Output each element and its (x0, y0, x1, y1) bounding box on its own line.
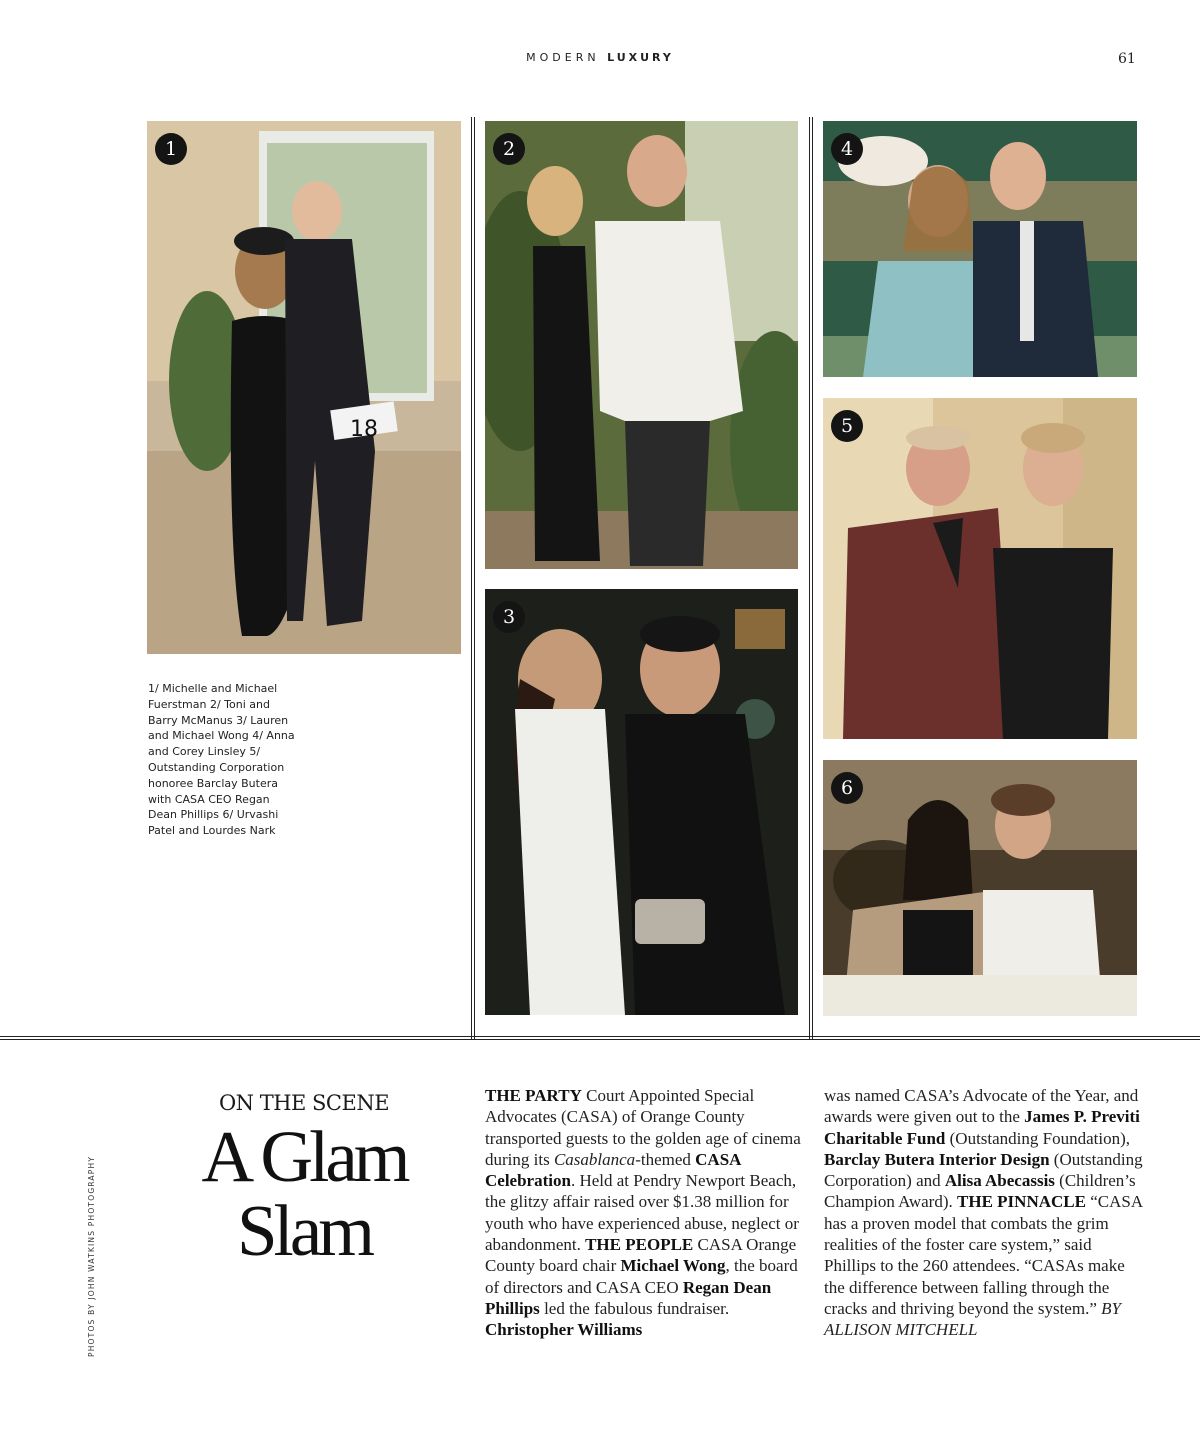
article-text-run: -themed (635, 1149, 696, 1169)
headline-line-2: Slam (236, 1190, 372, 1271)
photo-2 (485, 121, 798, 569)
article-column-1 (485, 1085, 807, 1341)
article-text-run: , the board of directors and CASA CEO (485, 1256, 798, 1297)
photo-credit: PHOTOS BY JOHN WATKINS PHOTOGRAPHY (87, 1155, 96, 1357)
photo-1 (147, 121, 461, 654)
article-text-run: BY ALLISON MITCHELL (824, 1298, 1121, 1340)
article-text-run: Alisa Abecassis (944, 1171, 1055, 1191)
article-text-run: THE PEOPLE (585, 1235, 694, 1255)
article-column-2 (824, 1085, 1146, 1341)
article-text-run: THE PINNACLE (957, 1192, 1086, 1212)
column-rule (812, 117, 813, 1039)
headline-line-1: A Glam (201, 1116, 407, 1197)
article-text-run: (Outstanding Foundation), (945, 1128, 1131, 1148)
brand-light: MODERN (526, 51, 600, 64)
photo-3 (485, 589, 798, 1015)
photo-number-badge: 6 (831, 772, 863, 804)
photo-women-table-icon (823, 760, 1137, 1016)
page-number: 61 (1118, 51, 1136, 67)
article-text-run: “CASA has a proven model that combats the grim realities of the foster care system,” said Phillips to the 260 attendees. “CASAs make the difference between falling through the cracks and thriving beyond the system.” (824, 1192, 1143, 1318)
photo-couple-gala-icon (485, 589, 798, 1015)
section-rule (0, 1039, 1200, 1040)
photo-number-badge: 1 (155, 133, 187, 165)
article-text-run: was named CASA’s Advocate of the Year, and awards were given out to the (824, 1086, 1139, 1127)
photo-couple-honoree-icon (823, 398, 1137, 739)
column-rule (471, 117, 472, 1039)
article-text-run: CASA Orange County board chair (485, 1235, 797, 1276)
article-text-run: (Children’s Champion Award). (824, 1171, 1136, 1212)
article-text-run: led the fabulous fundraiser. (539, 1298, 730, 1318)
photo-couple-formal-icon (147, 121, 461, 654)
article-text-run: Michael Wong (620, 1256, 726, 1276)
photo-number-badge: 2 (493, 133, 525, 165)
section-rule (0, 1036, 1200, 1037)
photo-caption: 1/ Michelle and Michael Fuerstman 2/ Toni and Barry McManus 3/ Lauren and Michael Wong 4/ Anna and Corey Linsley 5/ Outstanding Corporation honoree Barclay Butera with CASA CEO Regan Dean Phillips 6/ Urvashi Patel and Lourdes Nark (148, 682, 295, 838)
photo-number-badge: 3 (493, 601, 525, 633)
article-text-run: Barclay Butera Interior Design (824, 1149, 1050, 1169)
article-text-run: (Outstanding Corporation) and (824, 1149, 1143, 1191)
magazine-brand (0, 51, 1200, 64)
brand-bold: LUXURY (607, 51, 674, 64)
column-rule (809, 117, 810, 1039)
article-text-run: . Held at Pendry Newport Beach, the glitzy affair raised over $1.38 million for youth who have experienced abuse, neglect or abandonment. (485, 1171, 799, 1255)
article-text-run: Christopher Williams (485, 1320, 643, 1340)
photo-couple-tuxedo-icon (485, 121, 798, 569)
photo-number-badge: 5 (831, 410, 863, 442)
section-kicker: ON THE SCENE (218, 1091, 390, 1115)
headline (180, 1116, 428, 1271)
photo-couple-table-icon (823, 121, 1137, 377)
article-text-run: CASA Celebration (485, 1149, 741, 1191)
article-text-run: Casablanca (553, 1149, 636, 1169)
article-text-run: James P. Previti Charitable Fund (824, 1107, 1140, 1148)
photo-5 (823, 398, 1137, 739)
photo-number-badge: 4 (831, 133, 863, 165)
photo-6 (823, 760, 1137, 1016)
photo-4 (823, 121, 1137, 377)
column-rule (474, 117, 475, 1039)
article-text-run: Regan Dean Phillips (485, 1277, 772, 1318)
article-text-run: THE PARTY (485, 1086, 582, 1105)
table-number-sign: 18 (350, 417, 378, 442)
article-text-run: Court Appointed Special Advocates (CASA) of Orange County transported guests to the golden age of cinema during its (485, 1086, 801, 1169)
